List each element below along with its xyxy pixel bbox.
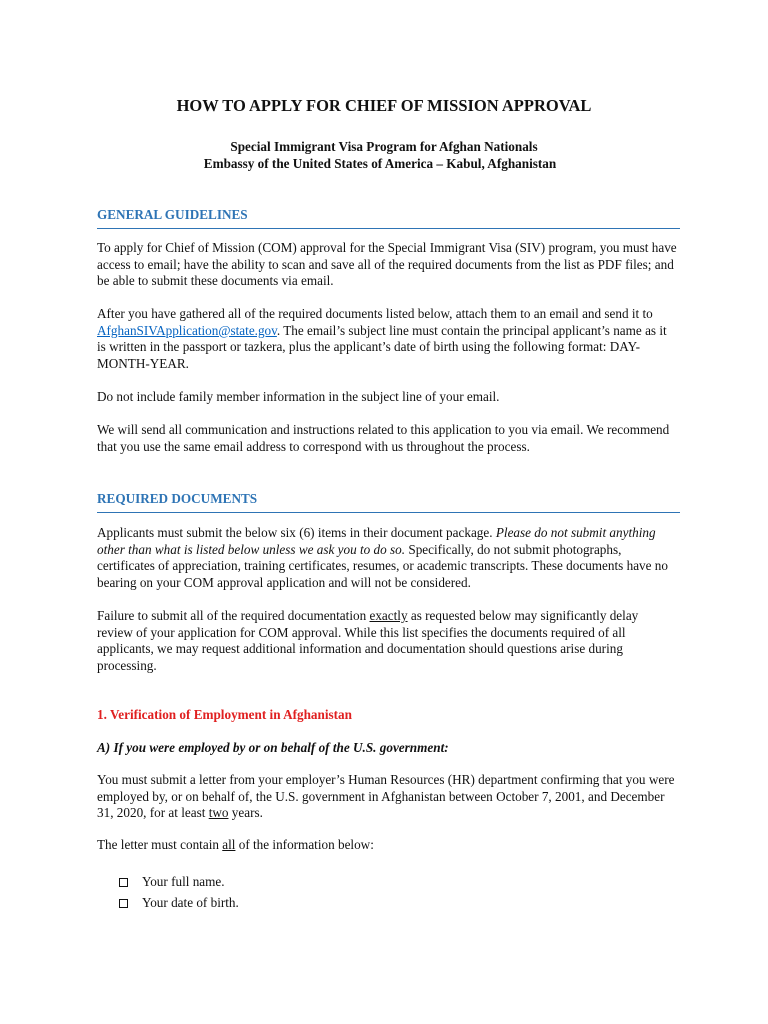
checklist-item-label: Your full name. [142,874,225,890]
required-paragraph-2-start: Failure to submit all of the required documentation [97,608,370,623]
item-1-heading: 1. Verification of Employment in Afghanistan [97,707,352,722]
checklist-item-label: Your date of birth. [142,895,239,911]
general-paragraph-2-start: After you have gathered all of the required documents listed below, attach them to an email and send it to [97,306,653,321]
required-paragraph-2-end: as requested below may significantly delay review of your application for COM approval. While this list specifies the documents required of all applicants, we may request additional information and documentation should questions arise during processing. [97,608,639,673]
general-paragraph-1: To apply for Chief of Mission (COM) approval for the Special Immigrant Visa (SIV) program, you must have access to email; have the ability to scan and save all of the required documents from the list as PDF files; and be able to submit these documents via email. [97,240,677,289]
program-subtitle: Special Immigrant Visa Program for Afghan Nationals [230,139,538,154]
required-paragraph-1 [97,525,677,591]
required-paragraph-1-start: Applicants must submit the below six (6) items in their document package. [97,525,496,540]
checklist-item [119,872,239,893]
embassy-subtitle: Embassy of the United States of America – Kabul, Afghanistan [203,156,557,171]
checkbox-icon [119,899,128,908]
item-1-subheading: A) If you were employed by or on behalf of the U.S. government: [97,740,449,755]
general-paragraph-2 [97,306,677,372]
item-1-paragraph-2-underlined: all [222,837,236,852]
requirements-checklist [119,872,239,914]
checklist-item [119,893,239,914]
email-link[interactable]: AfghanSIVApplication@state.gov [97,322,277,338]
general-paragraph-3: Do not include family member information in the subject line of your email. [97,389,500,404]
item-1-paragraph-2-start: The letter must contain [97,837,223,852]
required-paragraph-2 [97,608,677,674]
required-paragraph-1-end: Specifically, do not submit photographs, certificates of appreciation, training certificates, resumes, or academic transcripts. These documents have no bearing on your COM approval application and will not be considered. [97,541,668,590]
page-title: HOW TO APPLY FOR CHIEF OF MISSION APPROVAL [176,96,592,115]
general-paragraph-4: We will send all communication and instructions related to this application to you via email. We recommend that you use the same email address to correspond with us throughout the process. [97,422,670,454]
item-1-paragraph-2-end: of the information below: [235,837,374,852]
required-paragraph-2-underlined: exactly [369,608,408,623]
item-1-paragraph-1-underlined: two [208,805,229,821]
item-1-paragraph-1-start: You must submit a letter from your employer’s Human Resources (HR) department confirming that you were employed by, or on behalf of, the U.S. government in Afghanistan between October 7, 2001, and December 31, 2020, for at least [97,772,675,821]
required-documents-heading: REQUIRED DOCUMENTS [97,491,680,513]
checkbox-icon [119,878,128,887]
required-paragraph-1-italic: Please do not submit anything other than what is listed below unless we ask you to do so. [97,525,656,557]
item-1-paragraph-1 [97,772,677,822]
item-1-paragraph-2 [97,837,677,854]
general-guidelines-heading: GENERAL GUIDELINES [97,207,680,229]
general-paragraph-2-end: . The email’s subject line must contain the principal applicant’s name as it is written in the passport or tazkera, plus the applicant’s date of birth using the following format: DAY-MONTH-YEAR. [97,322,667,371]
item-1-paragraph-1-end: years. [228,805,263,821]
